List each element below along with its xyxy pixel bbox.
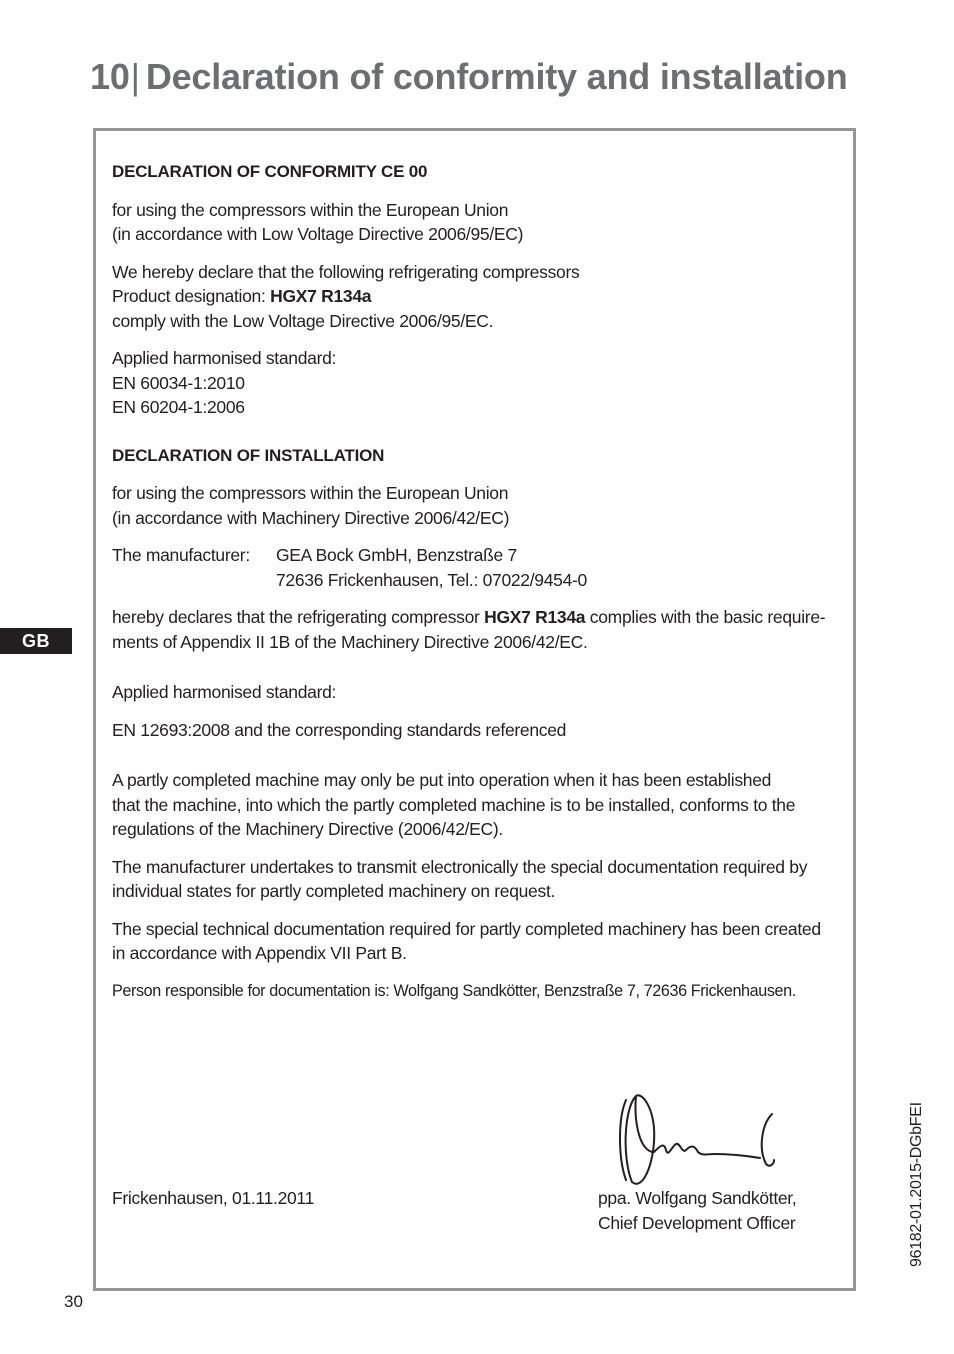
installation-heading: DECLARATION OF INSTALLATION — [112, 445, 385, 465]
installation-standards-label: Applied harmonised standard: — [112, 682, 337, 702]
declares-text-pre: hereby declares that the refrigerating compressor — [112, 607, 485, 627]
conformity-heading: DECLARATION OF CONFORMITY CE 00 — [112, 162, 428, 181]
responsible-person-line: Person responsible for documentation is: Wolfgang Sandkötter, Benzstraße 7, 72636 Frickenhausen. — [112, 981, 796, 1000]
partly-completed-line-1: A partly completed machine may only be put into operation when it has been established — [112, 770, 772, 790]
page-number: 30 — [64, 1292, 83, 1311]
document-code: 96182-01.2015-DGbFEI — [908, 1102, 925, 1267]
special-doc-line-2: in accordance with Appendix VII Part B. — [112, 943, 407, 963]
installation-standard-line: EN 12693:2008 and the corresponding standards referenced — [112, 719, 567, 740]
partly-completed-line-2: that the machine, into which the partly completed machine is to be installed, conforms to the — [112, 794, 796, 815]
conformity-standards-label: Applied harmonised standard: — [112, 348, 337, 368]
declares-product: HGX7 R134a — [484, 607, 586, 627]
declaration-content — [112, 160, 852, 1003]
installation-declares-line-2: ments of Appendix II 1B of the Machinery Directive 2006/42/EC. — [112, 631, 588, 652]
product-designation — [112, 284, 852, 309]
installation-scope-line-1: for using the compressors within the European Union — [112, 483, 509, 503]
product-designation-value: HGX7 R134a — [270, 286, 372, 306]
manufacturer-line-1: GEA Bock GmbH, Benzstraße 7 — [276, 545, 517, 565]
title-separator: | — [130, 56, 140, 97]
conformity-declare-line: We hereby declare that the following refrigerating compressors — [112, 261, 580, 282]
signatory-block — [598, 1186, 796, 1235]
signatory-role: Chief Development Officer — [598, 1212, 796, 1233]
conformity-scope-line-2: (in accordance with Low Voltage Directive 2006/95/EC) — [112, 224, 524, 244]
manufacturer-line-2: 72636 Frickenhausen, Tel.: 07022/9454-0 — [276, 569, 587, 590]
conformity-standard-1: EN 60034-1:2010 — [112, 372, 245, 393]
conformity-scope-line-1: for using the compressors within the European Union — [112, 199, 509, 220]
partly-completed-line-3: regulations of the Machinery Directive (2006/42/EC). — [112, 819, 503, 839]
handwritten-signature — [612, 1088, 782, 1188]
manufacturer-label: The manufacturer: — [112, 545, 250, 565]
manufacturer-address — [276, 543, 587, 592]
special-doc-line-1: The special technical documentation required for partly completed machinery has been created — [112, 918, 821, 939]
chapter-title: Declaration of conformity and installation — [145, 56, 848, 97]
language-tab-gb: GB — [0, 628, 72, 654]
installation-scope-line-2: (in accordance with Machinery Directive 2006/42/EC) — [112, 507, 510, 528]
transmit-line-1: The manufacturer undertakes to transmit electronically the special documentation required by — [112, 856, 808, 877]
manufacturer-block — [112, 543, 852, 592]
installation-declares-line-1 — [112, 605, 852, 630]
transmit-line-2: individual states for partly completed machinery on request. — [112, 881, 556, 901]
conformity-comply-line: comply with the Low Voltage Directive 2006/95/EC. — [112, 310, 494, 331]
place-and-date: Frickenhausen, 01.11.2011 — [112, 1188, 314, 1208]
page-title — [90, 56, 848, 98]
chapter-number: 10 — [90, 56, 130, 97]
conformity-standard-2: EN 60204-1:2006 — [112, 397, 245, 417]
product-designation-label: Product designation: — [112, 286, 271, 306]
signatory-name: ppa. Wolfgang Sandkötter, — [598, 1188, 797, 1208]
declares-text-post: complies with the basic require- — [585, 607, 826, 627]
